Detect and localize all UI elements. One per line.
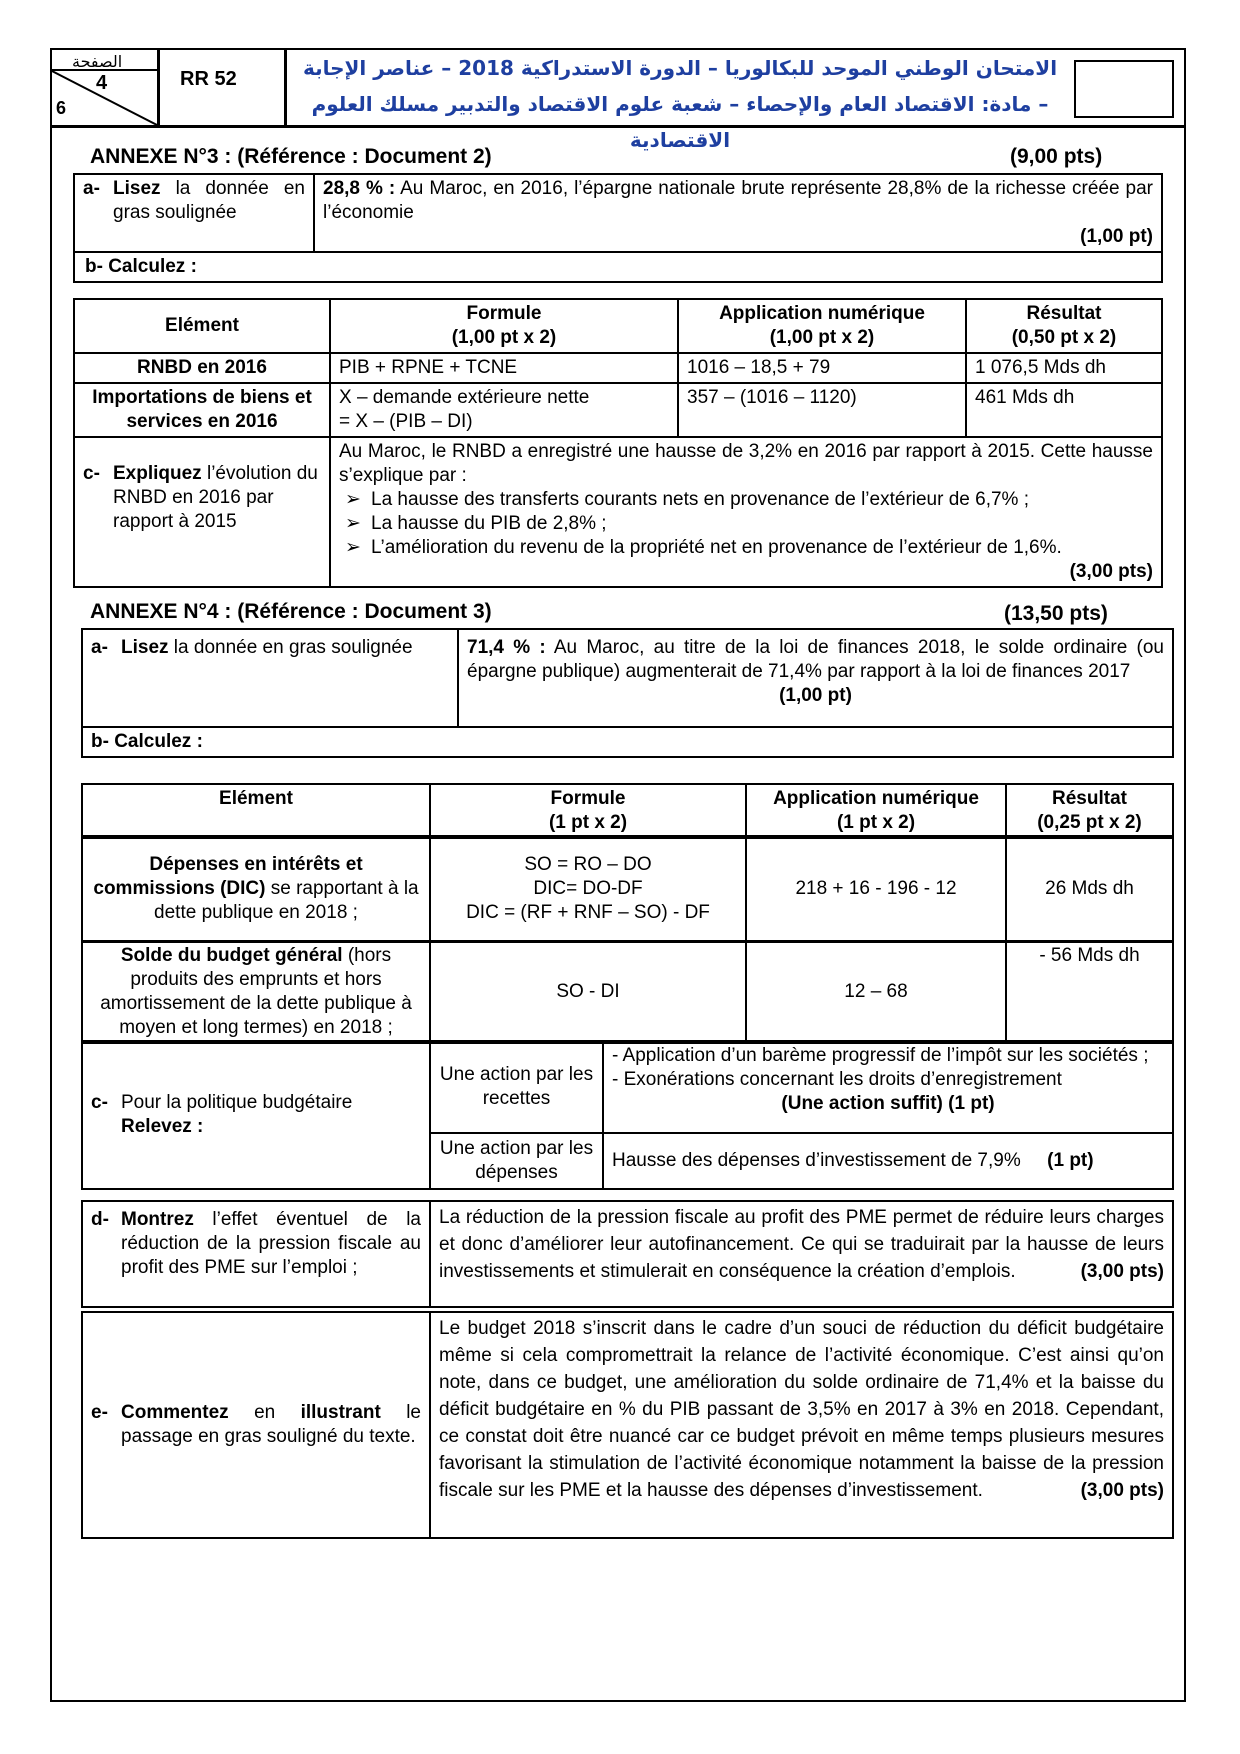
annexe4-table-a <box>81 628 1174 758</box>
page-label: الصفحة <box>72 54 123 71</box>
annexe4-e-answer: Le budget 2018 s’inscrit dans le cadre d’un souci de réduction du déficit budgétaire même si cela compromettrait la relance de l’activité économique. C’est ainsi qu’on note, dans ce budget, une amélioration du solde ordinaire de 71,4% et la baisse du déficit budgétaire en % du PIB passant de 3,5% en 2017 à 3% en 2018. Cependant, ce constat doit être nuancé car ce budget prévoit en même temps plusieurs mesures favorisant la stimulation de l’activité économique notamment la baisse de la pression fiscale sur les PME et la hausse des dépenses d’investissement. (3,00 pts) <box>430 1312 1173 1538</box>
annexe3-points: (9,00 pts) <box>1010 145 1103 168</box>
annexe3-c-list <box>339 488 1153 560</box>
a3-row1-formule: PIB + RPNE + TCNE <box>330 353 678 383</box>
a4-c-recettes-answer: - Application d’un barème progressif de l’impôt sur les sociétés ; - Exonérations concernant les droits d’enregistrement (Une action suffit) (1 pt) <box>603 1041 1173 1133</box>
a4-c-recettes-label: Une action par les recettes <box>430 1041 603 1133</box>
a4-c-depenses-label: Une action par les dépenses <box>430 1133 603 1189</box>
annexe4-c-question: c- Pour la politique budgétaire Relevez : <box>82 1041 430 1189</box>
a3-row1-resultat: 1 076,5 Mds dh <box>966 353 1162 383</box>
a4-row2-element: Solde du budget général (hors produits des emprunts et hors amortissement de la dette publique à moyen et long termes) en 2018 ; <box>82 941 430 1043</box>
page-total: 6 <box>56 98 67 118</box>
a4-row2-formule: SO - DI <box>430 941 746 1043</box>
annexe3-table-b <box>73 298 1163 588</box>
annexe3-c-question: c- Expliquez l’évolution du RNBD en 2016 par rapport à 2015 <box>74 437 330 587</box>
list-item: ➢ La hausse des transferts courants nets en provenance de l’extérieur de 6,7% ; <box>339 488 1153 512</box>
annexe3-c-answer: Au Maroc, le RNBD a enregistré une hausse de 3,2% en 2016 par rapport à 2015. Cette hausse s’explique par : ➢ La hausse des transferts courants nets en provenance de l’extérieur de 6,7% ; ➢ La hausse du PIB de 2,8% ; ➢ L’amélioration du revenu de la propriété net en provenance de l’extérieur de 1,6%. (3,00 pts) <box>330 437 1162 587</box>
annexe4-table-b-row2 <box>81 940 1174 1044</box>
annexe4-table-d <box>81 1200 1174 1308</box>
exam-title <box>290 50 1070 152</box>
annexe3-table-a <box>73 173 1163 283</box>
list-item: ➢ L’amélioration du revenu de la propriété net en provenance de l’extérieur de 1,6%. <box>339 536 1153 560</box>
annexe4-a-question: a- Lisez la donnée en gras soulignée <box>82 629 458 727</box>
annexe4-d-question: d- Montrez l’effet éventuel de la réduction de la pression fiscale au profit des PME sur l’emploi ; <box>82 1201 430 1307</box>
a3-header-application: Application numérique (1,00 pt x 2) <box>678 299 966 353</box>
annexe4-table-b <box>81 783 1174 839</box>
a4-row1-application: 218 + 16 - 196 - 12 <box>746 836 1006 942</box>
a4-header-element: Elément <box>82 784 430 838</box>
page-number-box <box>50 48 160 125</box>
exam-title-line2: – مادة: الاقتصاد العام والإحصاء – شعبة علوم الاقتصاد والتدبير مسلك العلوم الاقتصادية <box>311 92 1049 152</box>
annexe4-table-c <box>81 1040 1174 1190</box>
a4-row2-application: 12 – 68 <box>746 941 1006 1043</box>
annexe4-d-answer: La réduction de la pression fiscale au profit des PME permet de réduire leurs charges et donc d’améliorer leur autofinancement. Ce qui se traduirait par la hausse de leurs investissements et stimulerait en conséquence la création d’emplois. (3,00 pts) <box>430 1201 1173 1307</box>
annexe4-e-question: e- Commentez en illustrant le passage en gras souligné du texte. <box>82 1312 430 1538</box>
annexe3-a-question: a- Lisez la donnée en gras soulignée <box>74 174 314 252</box>
list-item: ➢ La hausse du PIB de 2,8% ; <box>339 512 1153 536</box>
annexe4-points: (13,50 pts) <box>1004 602 1108 625</box>
exam-code: RR 52 <box>160 48 287 125</box>
a4-header-formule: Formule (1 pt x 2) <box>430 784 746 838</box>
annexe3-a-answer: 28,8 % : Au Maroc, en 2016, l’épargne nationale brute représente 28,8% de la richesse créée par l’économie (1,00 pt) <box>314 174 1162 252</box>
annexe4-table-b-rows <box>81 835 1174 943</box>
a3-row2-resultat: 461 Mds dh <box>966 383 1162 437</box>
annexe3-title: ANNEXE N°3 : (Référence : Document 2) <box>90 145 492 168</box>
a3-header-formule: Formule (1,00 pt x 2) <box>330 299 678 353</box>
page-number: 4 <box>96 72 108 94</box>
a3-row1-application: 1016 – 18,5 + 79 <box>678 353 966 383</box>
a4-row1-formule: SO = RO – DO DIC= DO-DF DIC = (RF + RNF – SO) - DF <box>430 836 746 942</box>
a3-row2-element: Importations de biens et services en 2016 <box>74 383 330 437</box>
a4-c-depenses-answer: Hausse des dépenses d’investissement de 7,9% (1 pt) <box>603 1133 1173 1189</box>
annexe3-b-label: b- Calculez : <box>74 252 1162 282</box>
annexe4-a-answer: 71,4 % : Au Maroc, au titre de la loi de finances 2018, le solde ordinaire (ou épargne publique) augmenterait de 71,4% par rapport à la loi de finances 2017 (1,00 pt) <box>458 629 1173 727</box>
a3-row2-formule: X – demande extérieure nette = X – (PIB – DI) <box>330 383 678 437</box>
a4-row2-resultat: - 56 Mds dh <box>1006 941 1173 1043</box>
a4-header-resultat: Résultat (0,25 pt x 2) <box>1006 784 1173 838</box>
page-header <box>50 48 1186 152</box>
a4-row1-resultat: 26 Mds dh <box>1006 836 1173 942</box>
a4-row1-element: Dépenses en intérêts et commissions (DIC) se rapportant à la dette publique en 2018 ; <box>82 836 430 942</box>
a3-header-resultat: Résultat (0,50 pt x 2) <box>966 299 1162 353</box>
a3-header-element: Elément <box>74 299 330 353</box>
annexe4-title: ANNEXE N°4 : (Référence : Document 3) <box>90 600 492 623</box>
a3-row2-application: 357 – (1016 – 1120) <box>678 383 966 437</box>
blank-box <box>1074 60 1174 118</box>
annexe4-table-e <box>81 1311 1174 1539</box>
a3-row1-element: RNBD en 2016 <box>74 353 330 383</box>
a4-header-application: Application numérique (1 pt x 2) <box>746 784 1006 838</box>
exam-title-line1: الامتحان الوطني الموحد للبكالوريا – الدورة الاستدراكية 2018 – عناصر الإجابة <box>302 56 1058 80</box>
annexe4-b-label: b- Calculez : <box>82 727 1173 757</box>
